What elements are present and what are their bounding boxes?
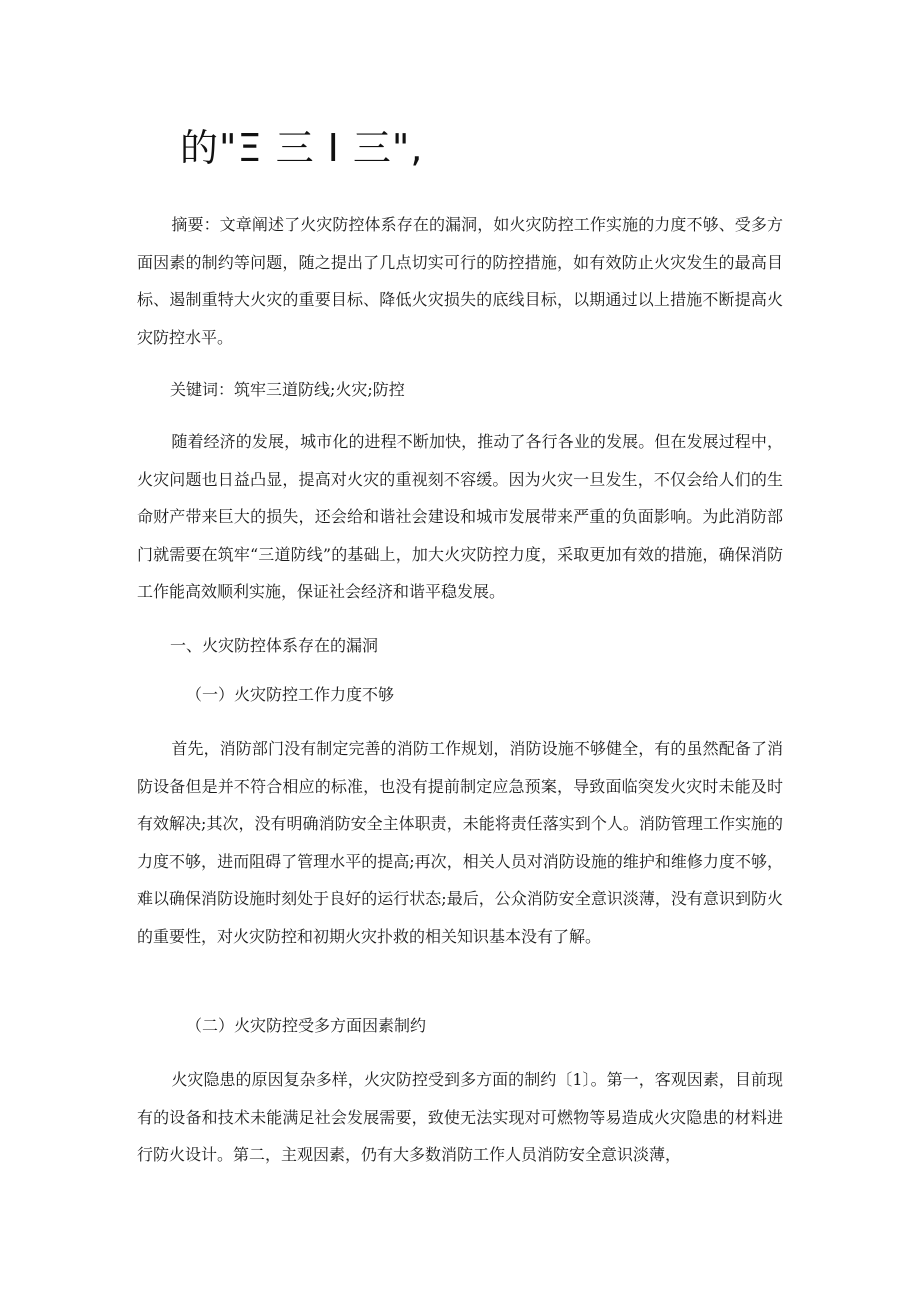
intro-paragraph: 随着经济的发展，城市化的进程不断加快，推动了各行各业的发展。但在发展过程中，火灾问题也日益凸显，提高对火灾的重视刻不容缓。因为火灾一旦发生，不仅会给人们的生命财产带来巨大的损失，还会给和谐社会建设和城市发展带来严重的负面影响。为此消防部门就需要在筑牢“三道防线”的基础上，加大火灾防控力度，采取更加有效的措施，确保消防工作能高效顺利实施，保证社会经济和谐平稳发展。	[137, 432, 783, 602]
document-title: 的"Ξ 三 I 三",	[180, 126, 424, 170]
subsection-heading: （一）火灾防控工作力度不够	[186, 685, 395, 704]
keywords-line: 关键词：筑牢三道防线;火灾;防控	[170, 380, 405, 399]
section-heading: 一、火灾防控体系存在的漏洞	[170, 636, 379, 655]
subsection-heading: （二）火灾防控受多方面因素制约	[186, 1016, 427, 1035]
abstract-paragraph: 摘要：文章阐述了火灾防控体系存在的漏洞，如火灾防控工作实施的力度不够、受多方面因素的制约等问题，随之提出了几点切实可行的防控措施，如有效防止火灾发生的最高目标、遏制重特大火灾的重要目标、降低火灾损失的底线目标，以期通过以上措施不断提高火灾防控水平。	[137, 215, 783, 347]
subsection-paragraph: 火灾隐患的原因复杂多样，火灾防控受到多方面的制约〔1〕。第一，客观因素，目前现有的设备和技术未能满足社会发展需要，致使无法实现对可燃物等易造成火灾隐患的材料进行防火设计。第二，主观因素，仍有大多数消防工作人员消防安全意识淡薄，	[137, 1070, 783, 1165]
subsection-paragraph: 首先，消防部门没有制定完善的消防工作规划，消防设施不够健全，有的虽然配备了消防设备但是并不符合相应的标准，也没有提前制定应急预案，导致面临突发火灾时未能及时有效解决;其次，没有明确消防安全主体职责，未能将责任落实到个人。消防管理工作实施的力度不够，进而阻碍了管理水平的提高;再次，相关人员对消防设施的维护和维修力度不够，难以确保消防设施时刻处于良好的运行状态;最后，公众消防安全意识淡薄，没有意识到防火的重要性，对火灾防控和初期火灾扑救的相关知识基本没有了解。	[137, 739, 783, 946]
